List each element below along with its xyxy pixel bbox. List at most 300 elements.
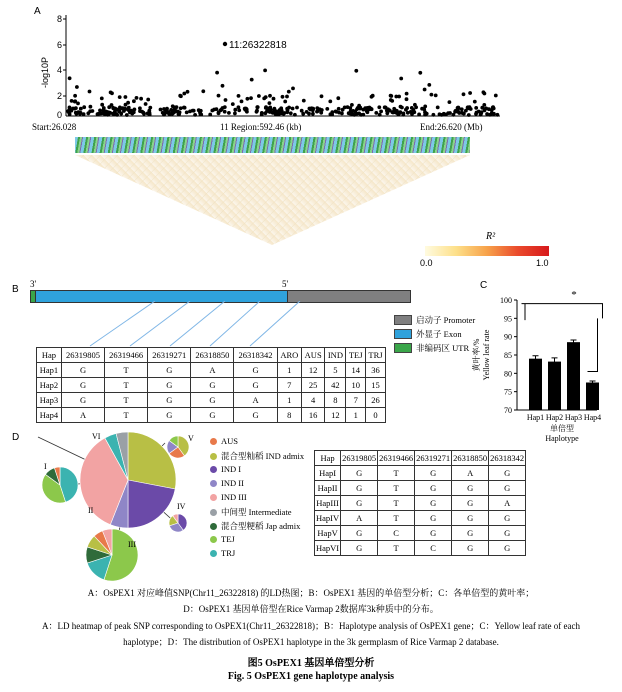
snp-point [100,97,104,101]
snp-point [110,91,114,95]
snp-point [491,106,495,110]
snp-point [123,107,127,111]
table-cell: G [415,526,452,541]
snp-point [70,99,74,103]
snp-point [144,102,148,106]
table-cell: G [61,363,104,378]
exon-swatch [394,329,412,339]
snp-point [494,94,498,98]
snp-point [140,110,144,114]
table-cell: G [452,526,489,541]
snp-point [361,113,365,117]
haplotype-node-label: IV [177,502,186,511]
snp-point [116,108,120,112]
table-cell: G [489,526,526,541]
table-cell: G [191,393,234,408]
table-header-cell: IND [325,348,346,363]
snp-point [82,112,86,116]
bar [529,359,542,410]
bar [548,362,561,410]
peak-label: 11:26322818 [229,40,287,51]
haplotype-pie-network [30,425,220,585]
snp-point [159,108,163,112]
snp-point [135,96,139,100]
snp-point [444,113,448,117]
snp-point [448,111,452,115]
snp-point [460,111,464,115]
table-header-row [315,451,526,466]
snp-connectors [60,301,330,347]
table-cell: 7 [346,393,365,408]
legend-label: 中间型 Intermediate [221,507,292,517]
panel-c-letter: C [480,280,488,291]
ytick-label: 80 [504,369,512,379]
snp-point [233,112,237,116]
table-cell: 1 [277,393,301,408]
table-cell: HapVI [315,541,341,556]
ytick-label: 90 [504,332,512,342]
table-row [315,481,526,496]
snp-point [217,110,221,114]
table-header-cell: 26319466 [378,451,415,466]
table-cell: G [415,466,452,481]
table-row [315,526,526,541]
snp-point [371,94,375,98]
snp-point [79,107,83,111]
snp-point [311,112,315,116]
table-cell: T [105,408,148,423]
snp-point [302,99,306,103]
snp-point [268,101,272,105]
snp-point [334,110,338,114]
snp-point [462,92,466,96]
snp-point [146,98,150,102]
table-cell: G [191,378,234,393]
snp-point [178,111,182,115]
table-cell: HapIII [315,496,341,511]
snp-point [227,111,231,115]
table-header-cell: 26319271 [148,348,191,363]
snp-point [397,95,401,99]
snp-point [237,108,241,112]
snp-point [289,111,293,115]
snp-point [191,109,195,113]
table-cell: 1 [277,363,301,378]
x-axis-label-en: Haplotype [545,434,579,443]
snp-point [162,107,166,111]
snp-point [277,110,281,114]
snp-point [417,113,421,117]
snp-point [281,95,285,99]
snp-point [182,92,186,96]
snp-point [287,90,291,94]
table-cell: G [452,481,489,496]
snp-point [263,69,267,73]
snp-point [479,112,483,116]
snp-point [260,111,264,115]
legend-dot-icon [210,550,217,557]
caption-en-line1: A：LD heatmap of peak SNP corresponding to OsPEX1(Chr11_26322818)；B：Haplotype analysis of OsPEX1 gene；C：Yellow leaf rate of each [41,621,581,631]
snp-point [434,94,438,98]
legend-utr: 非编码区 UTR [394,342,469,354]
snp-point [310,106,314,110]
snp-point [361,108,365,112]
yellow-leaf-bar-chart [455,276,620,446]
snp-point [223,105,227,109]
snp-point [172,111,176,115]
table-cell: G [489,481,526,496]
table-cell: T [378,496,415,511]
peak-snp-point [223,42,227,46]
snp-point [71,107,75,111]
manhattan-plot [30,10,510,135]
snp-point [78,112,82,116]
snp-point [383,106,387,110]
snp-point [223,110,227,114]
table-cell: 36 [365,363,385,378]
table-header-cell: 26318342 [489,451,526,466]
snp-point [264,105,268,109]
snp-point [305,110,309,114]
haplotype-node-label: III [128,540,136,549]
figure-title-en: Fig. 5 OsPEX1 gene haplotype analysis [227,671,395,682]
legend-dot-icon [210,453,217,460]
table-row [37,378,386,393]
snp-point [73,94,77,98]
table-cell: G [415,496,452,511]
table-cell: G [148,378,191,393]
table-header-cell: 26318850 [191,348,234,363]
snp-point [68,76,72,80]
snp-point [337,107,341,111]
table-cell: T [105,378,148,393]
snp-point [496,113,500,117]
snp-point [167,110,171,114]
table-cell: A [341,511,378,526]
table-cell: Hap3 [37,393,62,408]
table-cell: G [489,511,526,526]
table-cell: G [341,481,378,496]
snp-point [208,113,212,117]
snp-point [115,113,119,117]
snp-point [467,113,471,117]
utr-swatch [394,343,412,353]
promoter-swatch [394,315,412,325]
snp-point [291,107,295,111]
table-cell: 10 [346,378,365,393]
snp-point [390,99,394,103]
legend-dot-icon [210,480,217,487]
table-cell: G [148,393,191,408]
table-cell: T [105,393,148,408]
ytick: 0 [56,110,62,120]
table-cell: T [105,363,148,378]
x-axis-label-cn: 单倍型 [550,424,574,433]
snp-point [295,106,299,110]
snp-point [249,96,253,100]
snp-point [482,90,486,94]
snp-point [88,90,92,94]
snp-point [389,94,393,98]
table-row [315,541,526,556]
snp-point [264,111,268,115]
table-cell: G [341,526,378,541]
table-header-cell: 26319271 [415,451,452,466]
ytick-label: 85 [504,351,512,360]
ytick: 8 [56,14,62,24]
snp-point [432,113,436,117]
snp-point [283,100,287,104]
snp-point [320,94,324,98]
ytick: 2 [56,91,62,101]
table-header-cell: TRJ [365,348,385,363]
snp-point [430,93,434,97]
legend-label: IND III [221,492,247,502]
haplotype-node-label: II [88,506,94,515]
snp-point [330,110,334,114]
legend-item [210,548,235,558]
snp-point [233,108,237,112]
legend-item [210,464,241,474]
snp-point [436,106,440,110]
snp-point [378,113,382,117]
snp-point [300,109,304,113]
table-cell: Hap1 [37,363,62,378]
haplotype-node-label: I [44,462,47,471]
legend-label: 混合型籼稻 IND admix [221,451,305,461]
snp-point [377,105,381,109]
r2-label: R² [486,231,496,242]
snp-point [215,71,219,75]
snp-point [125,113,129,117]
table-cell: C [378,526,415,541]
ytick-label: 70 [504,406,512,415]
legend-dot-icon [210,466,217,473]
snp-point [374,111,378,115]
legend-label: 混合型粳稻 Jap admix [221,521,301,531]
snp-point [75,85,79,89]
table-cell: G [415,511,452,526]
snp-point [217,94,221,98]
table-cell: T [378,481,415,496]
snp-point [237,94,241,98]
snp-point [266,108,270,112]
table-cell: T [378,541,415,556]
table-cell: G [234,363,277,378]
snp-point [91,109,95,113]
snp-point [454,109,458,113]
snp-point [193,113,197,117]
snp-point [448,100,452,104]
caption-cn-line1: A：OsPEX1 对应峰值SNP(Chr11_26322818) 的LD热图；B：OsPEX1 基因的单倍型分析；C：各单倍型的黄叶率； [87,588,535,598]
snp-point [287,106,291,110]
table-header-cell: 26319466 [105,348,148,363]
snp-point [250,78,254,82]
snp-point [466,106,470,110]
snp-point [354,69,358,73]
table-cell: 15 [365,378,385,393]
snp-point [285,95,289,99]
snp-point [186,90,190,94]
table-cell: HapV [315,526,341,541]
legend-item [210,506,292,518]
legend-item [210,478,244,488]
snp-point [100,103,104,107]
table-cell: A [489,496,526,511]
snp-point [474,106,478,110]
table-header-cell: AUS [302,348,325,363]
table-row [37,393,386,408]
snp-point [179,106,183,110]
panel-a-letter: A [34,6,41,17]
region-end-label: End:26.620 (Mb) [420,122,483,132]
snp-point [185,111,189,115]
three-prime-label: 3' [30,279,37,289]
table-row [315,511,526,526]
snp-point [370,107,374,111]
significance-star: * [571,289,577,302]
snp-point [388,109,392,113]
table-cell: T [378,466,415,481]
table-cell: 8 [325,393,346,408]
table-cell: G [452,511,489,526]
table-cell: G [341,496,378,511]
snp-point [212,108,216,112]
snp-point [397,112,401,116]
table-cell: HapI [315,466,341,481]
region-size-label: 11 Region:592.46 (kb) [220,122,302,132]
snp-point [316,109,320,113]
table-header-row [37,348,386,363]
table-header-cell: 26318850 [452,451,489,466]
snp-point [422,107,426,111]
table-header-cell: Hap [315,451,341,466]
r2-min: 0.0 [420,258,433,268]
snp-point [340,112,344,116]
bar [586,383,599,411]
panel-b-letter: B [12,284,19,295]
snp-point [272,97,276,101]
snp-point [379,110,383,114]
table-cell: G [489,466,526,481]
legend-item [210,534,235,544]
y-axis-label: -log10P [40,56,50,88]
snp-point [488,113,492,117]
snp-point [405,92,409,96]
r2-max: 1.0 [536,258,549,268]
snp-point [273,107,277,111]
category-label: Hap1 [526,413,545,422]
table-cell: 14 [346,363,365,378]
table-row [37,408,386,423]
snp-point [282,111,286,115]
table-cell: HapII [315,481,341,496]
haplotype-node-label: VI [92,432,101,441]
table-cell: G [415,481,452,496]
y-axis-label-cn: 黄叶率/% [472,338,481,372]
category-label: Hap3 [564,413,583,422]
table-row [315,496,526,511]
legend-promoter: 启动子 Promoter [394,314,475,326]
snp-point [456,106,460,110]
snp-point [221,84,225,88]
ytick: 4 [56,65,62,75]
snp-point [418,71,422,75]
table-cell: A [452,466,489,481]
snp-point [148,106,152,110]
table-cell: G [61,393,104,408]
figure-title-cn: 图5 OsPEX1 基因单倍型分析 [247,658,375,669]
snp-point [89,105,93,109]
legend-dot-icon [210,523,217,530]
snp-point [475,111,479,115]
table-cell: G [234,408,277,423]
table-cell: A [61,408,104,423]
legend-item [210,492,247,502]
haplotype-table-d [314,450,526,556]
table-cell: G [341,466,378,481]
snp-point [132,99,136,103]
table-cell: HapIV [315,511,341,526]
snp-point [199,113,203,117]
snp-point [348,106,352,110]
region-start-label: Start:26.028 [32,122,77,132]
table-cell: Hap4 [37,408,62,423]
snp-point [75,112,79,116]
snp-point [102,106,106,110]
snp-point [399,77,403,81]
legend-dot-icon [210,438,217,445]
snp-point [268,94,272,98]
snp-point [82,105,86,109]
table-cell: G [234,378,277,393]
ld-band [75,137,470,153]
table-header-cell: ARO [277,348,301,363]
table-row [315,466,526,481]
snp-point [255,110,259,114]
legend-dot-icon [210,494,217,501]
snp-point [264,95,268,99]
haplotype-node-label: V [188,434,194,443]
legend-item [210,450,304,462]
table-cell: 7 [277,378,301,393]
snp-point [73,100,77,104]
table-cell: A [191,363,234,378]
table-cell: 12 [325,408,346,423]
caption-en-line2: haplotype；D：The distribution of OsPEX1 haplotype in the 3k germplasm of Rice Varmap 2 database. [123,637,499,647]
legend-label: AUS [221,436,239,446]
r2-colorbar [425,246,549,256]
snp-point [139,97,143,101]
snp-point [119,112,123,116]
table-cell: Hap2 [37,378,62,393]
snp-point [353,110,357,114]
table-row [37,363,386,378]
table-cell: 0 [365,408,385,423]
table-cell: G [489,541,526,556]
table-cell: 12 [302,363,325,378]
snp-point [118,95,122,99]
snp-point [412,110,416,114]
snp-point [473,100,477,104]
legend-label: TEJ [221,534,235,544]
table-cell: G [148,408,191,423]
snp-point [341,108,345,112]
table-cell: 4 [302,393,325,408]
legend-label: TRJ [221,548,236,558]
ytick: 6 [56,40,62,50]
snp-point [401,113,405,117]
